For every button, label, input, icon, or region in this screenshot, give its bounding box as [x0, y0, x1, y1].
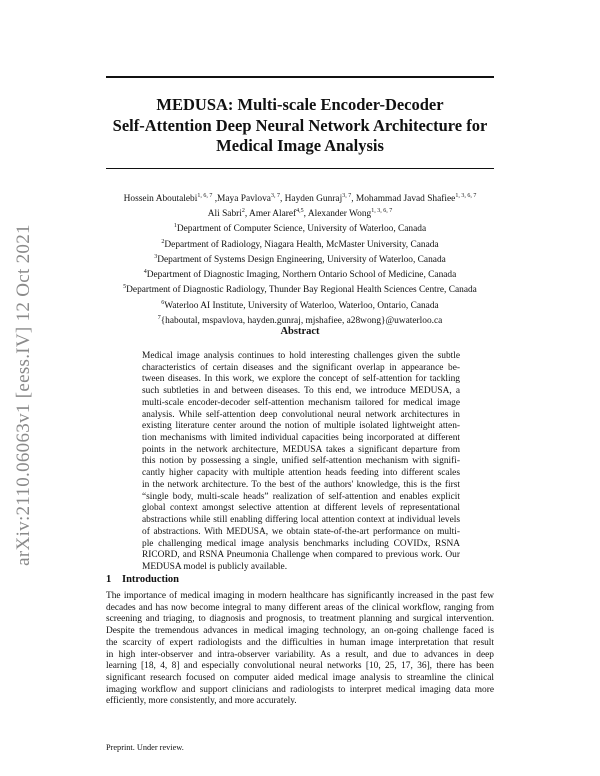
affiliation-line — [90, 312, 510, 327]
abstract-line: RICORD, and RSNA Pneumonia Challenge when compared to previous work. Our — [142, 550, 460, 561]
affiliation-number: 5 — [123, 284, 127, 291]
abstract-line: “single body, multi-scale heads” realization of self-attention and enables explicit — [142, 491, 460, 502]
affiliation-line — [90, 281, 510, 296]
author-name: Alexander Wong — [307, 209, 372, 220]
author-affiliation-marks: 3, 7 — [342, 193, 352, 199]
author-separator: , — [279, 194, 285, 205]
title-line: Self-Attention Deep Neural Network Architecture for — [112, 115, 488, 135]
affiliation-line — [90, 236, 510, 251]
paragraph-line: The importance of medical imaging in modern healthcare has significantly increased in the past few — [106, 591, 494, 601]
title-line: MEDUSA: Multi-scale Encoder-Decoder — [156, 95, 444, 114]
abstract-line: cantly higher capacity with multiple attention heads feeding into different scales — [142, 468, 460, 479]
preprint-footer-note: Preprint. Under review. — [106, 743, 184, 752]
affiliation-number: 4 — [143, 269, 147, 276]
abstract-line: in the network architecture. To the best of the authors' knowledge, this is the first — [142, 479, 460, 490]
paragraph-line: screening and triaging, to diagnosis and prognosis, to treatment planning and surgical intervention. — [106, 614, 494, 625]
author-name: Hayden Gunraj — [284, 194, 343, 205]
abstract-line: analysis. While self-attention deep convolutional neural network architectures in — [142, 409, 460, 420]
author-line — [90, 190, 510, 205]
title-bottom-rule — [106, 168, 494, 169]
abstract-line: abstractions while still enabling differing local attention context at individual levels — [142, 515, 460, 526]
affiliation-text: Waterloo AI Institute, University of Waterloo, Waterloo, Ontario, Canada — [164, 300, 439, 311]
author-name: Amer Alaref — [249, 209, 297, 220]
abstract-heading: Abstract — [280, 326, 320, 337]
section-title: Introduction — [122, 574, 179, 585]
author-affiliation-marks: 2 — [241, 208, 245, 215]
affiliation-line — [90, 220, 510, 235]
author-line — [90, 205, 510, 220]
affiliation-text: Department of Computer Science, University of Waterloo, Canada — [176, 224, 427, 235]
abstract-body — [142, 351, 460, 574]
author-affiliation-marks: 4,5 — [296, 208, 304, 215]
affiliation-line — [90, 297, 510, 312]
affiliation-number: 7 — [157, 314, 161, 321]
author-separator: , — [351, 194, 356, 205]
paragraph-line: imaging workflow and support clinicians and radiologists to interpret medical imaging data more — [106, 684, 494, 695]
author-name: Maya Pavlova — [217, 194, 271, 205]
section-number: 1 — [106, 574, 112, 585]
title-line: Medical Image Analysis — [216, 136, 384, 155]
abstract-line: points in the network architecture, MEDUSA takes a significant departure from — [142, 444, 460, 455]
abstract-line: MEDUSA model is publicly available. — [142, 561, 288, 572]
author-affiliation-marks: 1, 3, 6, 7 — [455, 193, 477, 199]
abstract-line: such subtleties in and between diseases. To this end, we introduce MEDUSA, a — [142, 386, 460, 397]
author-name: Mohammad Javad Shafiee — [355, 194, 456, 205]
abstract-line: ple challenging medical image analysis benchmarks including COVIDx, RSNA — [142, 538, 460, 549]
paragraph-line: in high inter-observer and intra-observer variability. As a result, and due to advances in deep — [106, 649, 494, 660]
author-separator: , — [303, 209, 308, 220]
author-affiliation-marks: 1, 3, 6, 7 — [371, 208, 393, 215]
affiliation-number: 3 — [154, 253, 158, 260]
abstract-line: tween diseases. In this work, we explore the concept of self-attention for tackling — [142, 374, 460, 385]
paragraph-line: learning [18, 4, 8] and especially convolutional neural networks [10, 25, 17, 36], there has been — [106, 661, 494, 672]
paragraph-line: efficiently, more consistently, and more accurately. — [106, 696, 297, 707]
affiliation-line — [90, 251, 510, 266]
author-affiliation-marks: 1, 6, 7 — [197, 193, 213, 199]
author-emails: {haboutal, mspavlova, hayden.gunraj, mjshafiee, a28wong}@uwaterloo.ca — [160, 315, 443, 326]
affiliation-text: Department of Diagnostic Imaging, Northern Ontario School of Medicine, Canada — [146, 270, 457, 281]
introduction-paragraph — [106, 591, 494, 708]
affiliation-line — [90, 266, 510, 281]
abstract-line: characteristics of certain diseases and the significant overlap in appearance be- — [142, 362, 460, 373]
abstract-line: Medical image analysis continues to hold interesting challenges given the subtle — [142, 351, 460, 361]
abstract-line: existing literature center around the notion of multiple isolated lightweight atten- — [142, 421, 460, 432]
arxiv-identifier-text: arXiv:2110.06063v1 [eess.IV] 12 Oct 2021 — [13, 224, 34, 566]
affiliation-number: 2 — [161, 238, 165, 245]
abstract-line: of abstractions. With MEDUSA, we obtain state-of-the-art performance on multi- — [142, 526, 460, 537]
section-heading-introduction — [106, 574, 179, 585]
author-block — [90, 190, 510, 327]
affiliation-number: 6 — [161, 299, 165, 306]
affiliation-number: 1 — [173, 223, 177, 230]
affiliation-text: Department of Diagnostic Radiology, Thunder Bay Regional Health Sciences Centre, Canada — [126, 285, 477, 296]
paragraph-line: significant research focused on computer aided medical image analysis to streamline the clinical — [106, 673, 494, 684]
paragraph-line: decades and has now become integral to many different areas of the clinical workflow, ranging from — [106, 602, 494, 613]
paragraph-line: Despite the tremendous advances in medical imaging technology, an on-going challenge faced is — [106, 626, 494, 637]
abstract-line: multi-scale encoder-decoder self-attention mechanism tailored for medical image — [142, 397, 460, 408]
paragraph-line: the scarcity of expert radiologists and the difficulties in human image interpretation that result — [106, 637, 494, 648]
author-separator: , — [244, 209, 250, 220]
abstract-line: this notion by possessing a single, unified self-attention mechanism with signifi- — [142, 456, 460, 467]
author-affiliation-marks: 3, 7 — [270, 193, 280, 199]
author-name: Ali Sabri — [207, 209, 242, 220]
arxiv-identifier-stamp — [14, 196, 34, 594]
title-top-rule — [106, 76, 494, 78]
author-name: Hossein Aboutalebi — [123, 194, 198, 205]
abstract-line: tion mechanisms with limited individual capacities being incorporated at different — [142, 433, 460, 444]
abstract-line: global context amongst selective attention at different levels of representational — [142, 503, 460, 514]
author-separator: , — [212, 194, 218, 205]
paper-title — [100, 95, 500, 157]
affiliation-text: Department of Systems Design Engineering, University of Waterloo, Canada — [157, 255, 446, 265]
affiliation-text: Department of Radiology, Niagara Health, McMaster University, Canada — [164, 239, 439, 250]
